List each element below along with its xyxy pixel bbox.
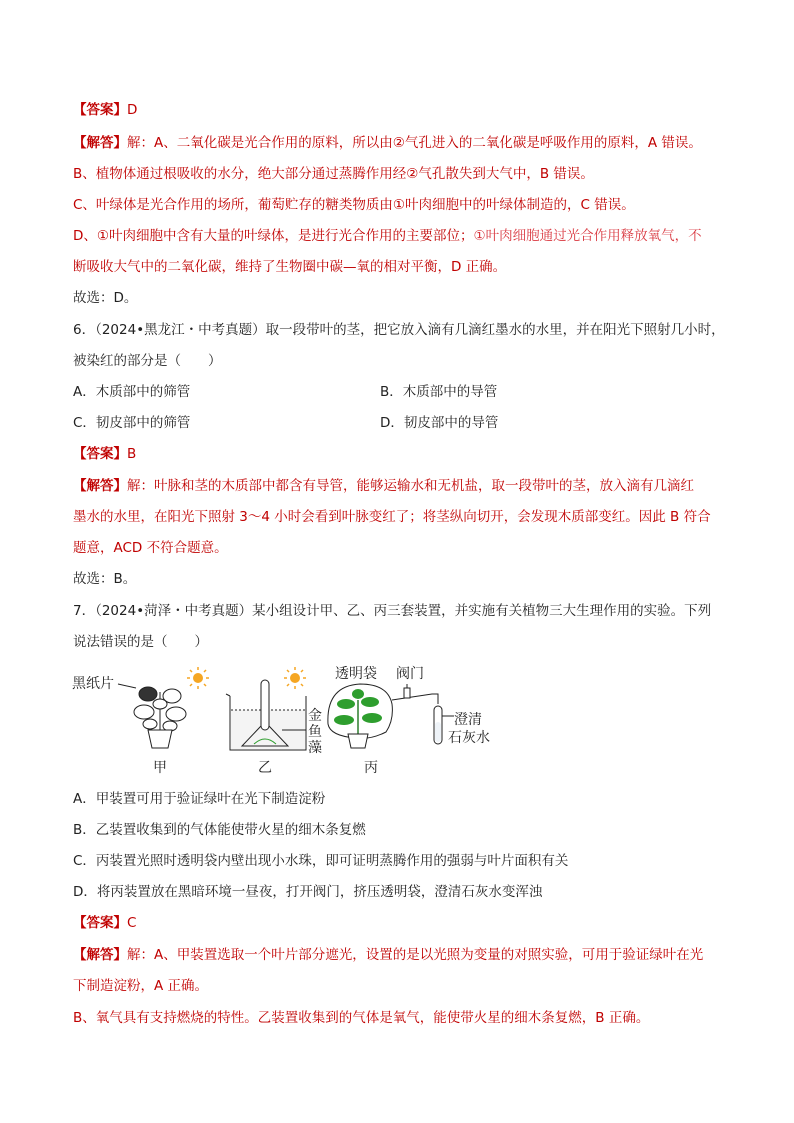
apparatus-bing — [328, 665, 490, 776]
q7-option-a: A．甲装置可用于验证绿叶在光下制造淀粉 — [73, 791, 326, 807]
label-goldfish-3: 藻 — [308, 740, 322, 756]
q6-option-d: D．韧皮部中的导管 — [380, 415, 499, 431]
label-valve: 阀门 — [396, 666, 424, 682]
q6-solution-line-3: 题意，ACD 不符合题意。 — [73, 540, 228, 556]
label-black-paper: 黑纸片 — [72, 676, 114, 692]
label-lime-1: 澄清 — [454, 712, 482, 728]
label-bag: 透明袋 — [335, 666, 377, 682]
q6-answer-line — [73, 444, 136, 464]
q7-answer-line — [73, 913, 136, 933]
apparatus-jia — [72, 667, 209, 776]
solution-label: 【解答】 — [73, 135, 127, 151]
solution-text: 解：A、二氧化碳是光合作用的原料，所以由②气孔进入的二氧化碳是呼吸作用的原料，A 错误。 — [127, 135, 702, 151]
solution-text: 解：叶脉和茎的木质部中都含有导管，能够运输水和无机盐，取一段带叶的茎，放入滴有几滴红 — [127, 478, 694, 494]
label-yi: 乙 — [258, 760, 272, 776]
sun-icon — [284, 667, 306, 689]
solution-line-2: B、植物体通过根吸收的水分，绝大部分通过蒸腾作用经②气孔散失到大气中，B 错误。 — [73, 166, 594, 182]
plant-icon — [134, 687, 186, 748]
solution-text-highlight: ①叶肉细胞通过光合作用释放氧气，不 — [473, 228, 702, 244]
q6-solution-line-1 — [73, 476, 694, 496]
q7-option-d: D．将丙装置放在黑暗环境一昼夜，打开阀门，挤压透明袋，澄清石灰水变浑浊 — [73, 884, 543, 900]
q6-option-b: B．木质部中的导管 — [380, 384, 498, 400]
solution-text: D、①叶肉细胞中含有大量的叶绿体，是进行光合作用的主要部位； — [73, 228, 474, 244]
q7-option-b: B．乙装置收集到的气体能使带火星的细木条复燃 — [73, 822, 366, 838]
q6-solution-line-2: 墨水的水里，在阳光下照射 3～4 小时会看到叶脉变红了；将茎纵向切开，会发现木质部变红。因此 B 符合 — [73, 509, 711, 525]
answer-value: D — [127, 102, 138, 118]
solution-label: 【解答】 — [73, 478, 127, 494]
q6-option-a: A．木质部中的筛管 — [73, 384, 191, 400]
answer-value: C — [127, 915, 137, 931]
q7-option-c: C．丙装置光照时透明袋内壁出现小水珠，即可证明蒸腾作用的强弱与叶片面积有关 — [73, 853, 569, 869]
experiment-figure — [70, 664, 510, 780]
solution-line-5: 断吸收大气中的二氧化碳，维持了生物圈中碳—氧的相对平衡，D 正确。 — [73, 259, 507, 275]
solution-line-4 — [73, 226, 702, 246]
answer-value: B — [127, 446, 137, 462]
solution-text: 解：A、甲装置选取一个叶片部分遮光，设置的是以光照为变量的对照实验，可用于验证绿叶在光 — [127, 947, 704, 963]
label-bing: 丙 — [364, 760, 378, 776]
solution-line-3: C、叶绿体是光合作用的场所，葡萄贮存的糖类物质由①叶肉细胞中的叶绿体制造的，C 错误。 — [73, 197, 635, 213]
q7-stem-line-1: 7．（2024•菏泽・中考真题）某小组设计甲、乙、丙三套装置，并实施有关植物三大生理作用的实验。下列 — [73, 603, 712, 619]
sun-icon — [187, 667, 209, 689]
selection-line: 故选：D。 — [73, 290, 138, 306]
bag-icon — [328, 684, 442, 748]
label-goldfish-2: 鱼 — [308, 724, 322, 740]
q7-solution-line-1 — [73, 945, 703, 965]
solution-line-1 — [73, 133, 702, 153]
label-goldfish-1: 金 — [308, 708, 322, 724]
q6-option-c: C．韧皮部中的筛管 — [73, 415, 191, 431]
q7-stem-line-2: 说法错误的是（ ） — [73, 634, 208, 650]
solution-label: 【解答】 — [73, 947, 127, 963]
q6-stem-line-1: 6．（2024•黑龙江・中考真题）取一段带叶的茎，把它放入滴有几滴红墨水的水里，并在阳光下照射几小时， — [73, 322, 725, 338]
answer-line — [73, 100, 137, 120]
answer-label: 【答案】 — [73, 102, 127, 118]
label-lime-2: 石灰水 — [448, 730, 490, 746]
beaker-icon — [226, 680, 306, 750]
apparatus-yi — [226, 667, 322, 776]
q6-selection-line: 故选：B。 — [73, 571, 137, 587]
q7-solution-line-2: 下制造淀粉，A 正确。 — [73, 978, 209, 994]
q7-solution-line-3: B、氧气具有支持燃烧的特性。乙装置收集到的气体是氧气，能使带火星的细木条复燃，B 正确。 — [73, 1010, 650, 1026]
answer-label: 【答案】 — [73, 915, 127, 931]
q6-stem-line-2: 被染红的部分是（ ） — [73, 353, 222, 369]
answer-label: 【答案】 — [73, 446, 127, 462]
label-jia: 甲 — [153, 760, 167, 776]
